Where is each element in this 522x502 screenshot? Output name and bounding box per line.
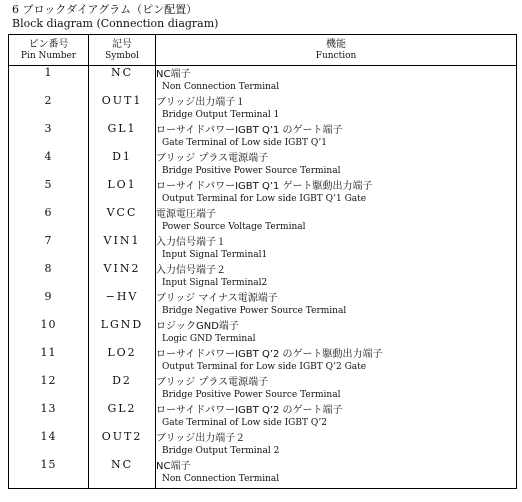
- function-en: Output Terminal for Low side IGBT Q’2 Gate: [162, 362, 367, 372]
- pin-function: [156, 178, 517, 206]
- pin-number: 7: [9, 234, 89, 262]
- pin-function: [156, 430, 517, 458]
- function-en: Gate Terminal of Low side IGBT Q’2: [162, 418, 327, 428]
- function-jp: NC端子: [156, 69, 191, 80]
- function-jp: NC端子: [156, 461, 191, 472]
- pin-number: 15: [9, 458, 89, 489]
- pin-function: [156, 402, 517, 430]
- table-row: [9, 290, 517, 318]
- pin-table: [8, 34, 517, 489]
- section-title: 6 ブロックダイアグラム（ピン配置）: [12, 3, 198, 16]
- function-jp: ローサイドパワーIGBT Q’1 のゲート端子: [156, 125, 343, 136]
- pin-number: 10: [9, 318, 89, 346]
- function-jp: ブリッジ出力端子２: [156, 433, 246, 444]
- pin-number: 9: [9, 290, 89, 318]
- function-jp: ロジックGND端子: [156, 321, 239, 332]
- pin-number: 11: [9, 346, 89, 374]
- pin-symbol: LO2: [89, 346, 156, 374]
- pin-function: [156, 290, 517, 318]
- pin-symbol: −HV: [89, 290, 156, 318]
- pin-function: [156, 374, 517, 402]
- table-row: [9, 122, 517, 150]
- function-en: Bridge Positive Power Source Terminal: [162, 166, 341, 176]
- table-row: [9, 318, 517, 346]
- pin-number-header-en: Pin Number: [20, 51, 77, 61]
- pin-number: 1: [9, 66, 89, 95]
- pin-function: [156, 262, 517, 290]
- function-header-jp: 機能: [326, 39, 346, 50]
- table-row: [9, 66, 517, 95]
- function-en: Bridge Positive Power Source Terminal: [162, 390, 341, 400]
- table-row: [9, 374, 517, 402]
- function-jp: ブリッジ出力端子１: [156, 97, 246, 108]
- table-row: [9, 178, 517, 206]
- pin-function: [156, 122, 517, 150]
- function-jp: ブリッジ マイナス電源端子: [156, 293, 278, 304]
- pin-number-header: [9, 35, 89, 66]
- function-en: Non Connection Terminal: [162, 474, 280, 484]
- pin-symbol: OUT2: [89, 430, 156, 458]
- pin-symbol: D1: [89, 150, 156, 178]
- pin-symbol: D2: [89, 374, 156, 402]
- pin-symbol: LGND: [89, 318, 156, 346]
- section-subtitle: Block diagram (Connection diagram): [12, 17, 219, 30]
- pin-symbol: LO1: [89, 178, 156, 206]
- pin-symbol: NC: [89, 66, 156, 95]
- function-en: Input Signal Terminal1: [162, 250, 268, 260]
- pin-number: 6: [9, 206, 89, 234]
- pin-function: [156, 234, 517, 262]
- function-jp: 電源電圧端子: [156, 209, 216, 220]
- pin-number: 12: [9, 374, 89, 402]
- pin-symbol: VCC: [89, 206, 156, 234]
- table-row: [9, 234, 517, 262]
- function-en: Non Connection Terminal: [162, 82, 280, 92]
- function-en: Bridge Negative Power Source Terminal: [162, 306, 347, 316]
- table-header-row: [9, 35, 517, 66]
- pin-function: [156, 94, 517, 122]
- pin-function: [156, 346, 517, 374]
- table-row: [9, 94, 517, 122]
- pin-symbol: NC: [89, 458, 156, 489]
- table-row: [9, 402, 517, 430]
- function-en: Bridge Output Terminal 2: [162, 446, 280, 456]
- pin-function: [156, 206, 517, 234]
- function-jp: ローサイドパワーIGBT Q’2 のゲート駆動出力端子: [156, 349, 383, 360]
- function-header-en: Function: [315, 51, 357, 61]
- function-en: Logic GND Terminal: [162, 334, 256, 344]
- table-row: [9, 430, 517, 458]
- pin-number: 3: [9, 122, 89, 150]
- pin-function: [156, 150, 517, 178]
- function-en: Bridge Output Terminal 1: [162, 110, 280, 120]
- symbol-header-en: Symbol: [105, 51, 139, 61]
- pin-number: 14: [9, 430, 89, 458]
- table-row: [9, 458, 517, 489]
- pin-number: 4: [9, 150, 89, 178]
- function-jp: ローサイドパワーIGBT Q’1 ゲート駆動出力端子: [156, 181, 373, 192]
- pin-number: 2: [9, 94, 89, 122]
- pin-symbol: GL2: [89, 402, 156, 430]
- function-jp: 入力信号端子２: [156, 265, 226, 276]
- pin-symbol: VIN1: [89, 234, 156, 262]
- symbol-header: [89, 35, 156, 66]
- pin-number: 13: [9, 402, 89, 430]
- pin-symbol: VIN2: [89, 262, 156, 290]
- function-header: [156, 35, 517, 66]
- function-jp: ブリッジ プラス電源端子: [156, 377, 269, 388]
- table-row: [9, 346, 517, 374]
- table-row: [9, 150, 517, 178]
- pin-number: 8: [9, 262, 89, 290]
- pin-number-header-jp: ピン番号: [28, 39, 69, 50]
- symbol-header-jp: 記号: [112, 39, 132, 50]
- pin-symbol: GL1: [89, 122, 156, 150]
- pin-function: [156, 318, 517, 346]
- function-jp: 入力信号端子１: [156, 237, 226, 248]
- pin-function: [156, 458, 517, 489]
- function-en: Gate Terminal of Low side IGBT Q’1: [162, 138, 327, 148]
- table-row: [9, 262, 517, 290]
- pin-function: [156, 66, 517, 95]
- pin-symbol: OUT1: [89, 94, 156, 122]
- table-row: [9, 206, 517, 234]
- pin-number: 5: [9, 178, 89, 206]
- function-jp: ブリッジ プラス電源端子: [156, 153, 269, 164]
- function-en: Power Source Voltage Terminal: [162, 222, 306, 232]
- function-jp: ローサイドパワーIGBT Q’2 のゲート端子: [156, 405, 343, 416]
- function-en: Output Terminal for Low side IGBT Q’1 Gate: [162, 194, 367, 204]
- function-en: Input Signal Terminal2: [162, 278, 268, 288]
